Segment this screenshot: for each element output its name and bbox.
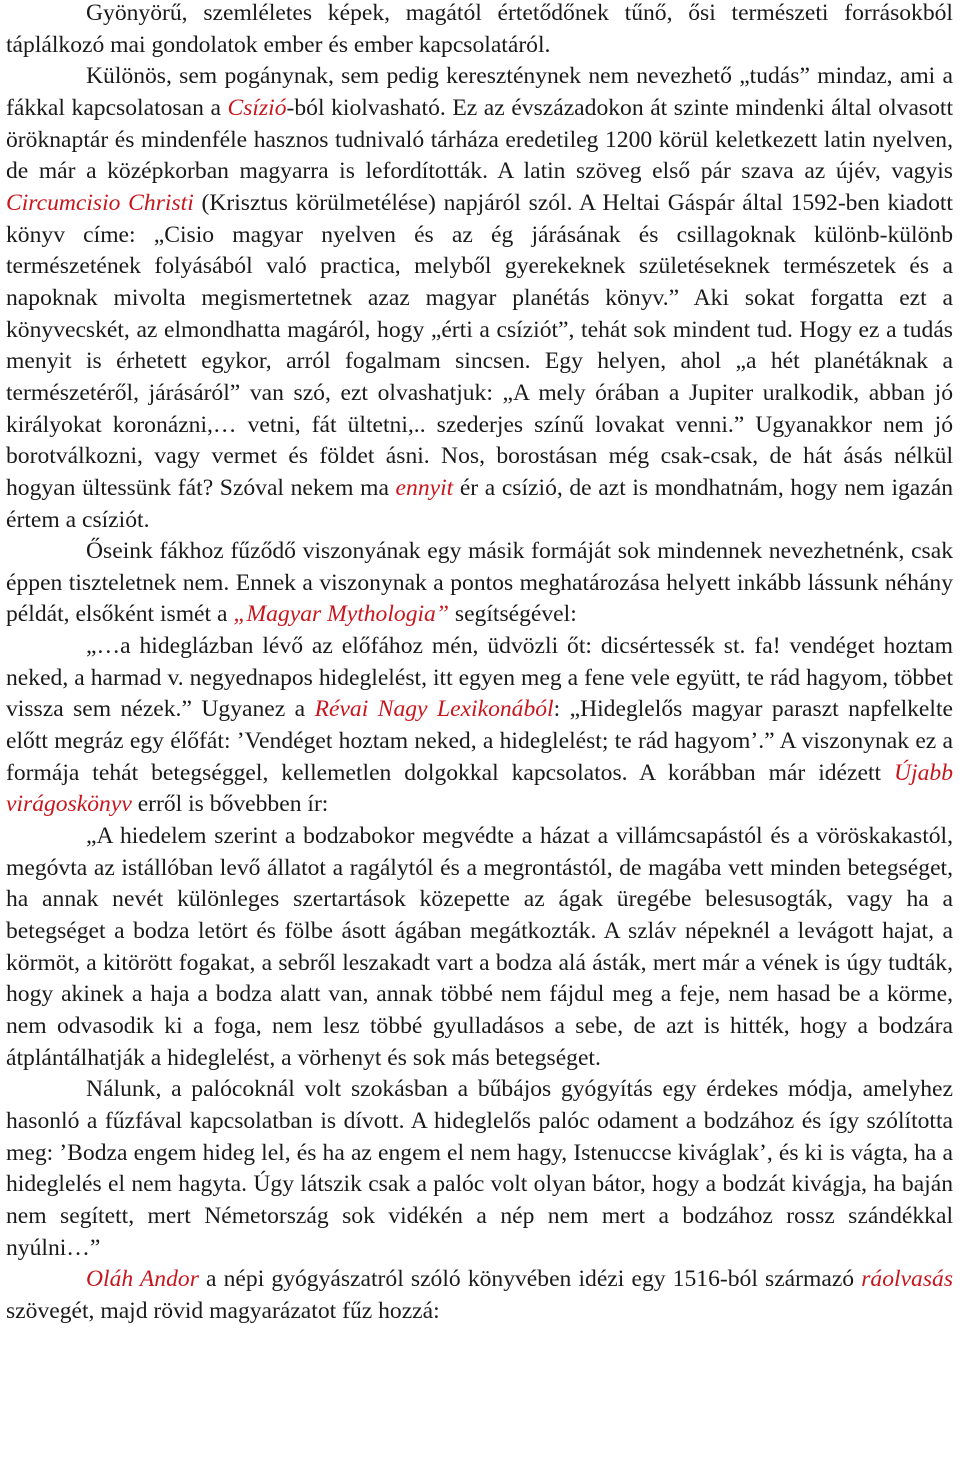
paragraph-text: a népi gyógyászatról szóló könyvében idézi egy 1516-ból származó <box>198 1266 862 1293</box>
paragraph <box>6 0 953 61</box>
paragraph-text: Nálunk, a palócoknál volt szokásban a bűbájos gyógyítás egy érdekes módja, amelyhez hasonló a fűzfával kapcsolatban is dívott. A hideglelős palóc odament a bodzához és így szólította meg: ’Bodza engem hideg lel, és ha az engem el nem hagy, Istenuccse kiváglak’, és ki is vágta, ha a hideglelés el nem hagyta. Úgy látszik csak a palóc volt olyan bátor, hogy a bodzát kivágja, ha baján nem segített, mert Németország sok vidékén a nép nem mert a bodzához rossz szándékkal nyúlni…” <box>6 1076 953 1261</box>
paragraph-text: Gyönyörű, szemléletes képek, magától értetődőnek tűnő, ősi természeti forrásokból táplálkozó mai gondolatok ember és ember kapcsolatáról. <box>6 0 953 58</box>
paragraph-text: szövegét, majd rövid magyarázatot fűz hozzá: <box>6 1297 440 1324</box>
paragraph-text: ér a csízió, de azt is mondhatnám, hogy nem igazán értem a csíziót. <box>6 474 954 533</box>
paragraph <box>6 821 953 1074</box>
reference-link[interactable]: Circumcisio Christi <box>6 189 194 216</box>
paragraph <box>6 1264 953 1327</box>
reference-link[interactable]: ráolvasás <box>861 1266 953 1293</box>
reference-link[interactable]: Újabb virágoskönyv <box>6 759 953 818</box>
paragraph-text: segítségével: <box>448 601 577 628</box>
reference-link[interactable]: ennyit <box>395 474 454 501</box>
reference-link[interactable]: „Magyar Mythologia” <box>233 601 449 628</box>
paragraph-text: „…a hideglázban lévő az előfához mén, üdvözli őt: dicsértessék st. fa! vendéget hoztam neked, a harmad v. negyednapos hideglelést, itt egyen meg a fene vele együtt, te rád hagyom, többet vissza sem nézek.” Ugyanez a <box>6 633 953 723</box>
paragraph <box>6 1074 953 1264</box>
paragraph-text: Különös, sem pogánynak, sem pedig kereszténynek nem nevezhető „tudás” mindaz, ami a fákkal kapcsolatosan a <box>6 63 953 121</box>
paragraph <box>6 536 953 631</box>
paragraph-text: : „Hideglelős magyar paraszt napfelkelte előtt megráz egy élőfát: ’Vendéget hoztam neked, a hideglelést; te rád hagyom’.” A viszonynak ez a formája tehát betegséggel, kellemetlen dolgokkal kapcsolatos. A korábban már idézett <box>6 696 953 786</box>
reference-link[interactable]: Oláh Andor <box>86 1266 199 1293</box>
paragraph-text: „A hiedelem szerint a bodzabokor megvédte a házat a villámcsapástól és a vöröskakastól, megóvta az istállóban levő állatot a ragálytól és a megrontástól, de magába vett minden betegséget, ha annak nevét különleges szertartások közepette az ágak üregébe belesusogták, vagy ha a betegséget a bodza letört és fölbe ásott ágában megátkozták. A szláv népeknél a levágott hajat, a körmöt, a kitörött fogakat, a sebről leszakadt vart a bodza alá ásták, mert már a vének is úgy tudták, hogy akinek a haja a bodza alatt van, annak többé nem fájdul meg a feje, nem hasad be a körme, nem odvasodik ki a foga, nem lesz többé gyulladásos a sebe, de azt is hitték, hogy a bodzára átplántálhatják a hideglelést, a vörhenyt és sok más betegséget. <box>6 823 953 1071</box>
document-body <box>6 0 953 1328</box>
paragraph <box>6 61 953 536</box>
reference-link[interactable]: Révai Nagy Lexikonából <box>314 696 554 723</box>
reference-link[interactable]: Csízió <box>227 94 287 121</box>
paragraph-text: -ból kiolvasható. Ez az évszázadokon át szinte mindenki által olvasott öröknaptár és mindenféle hasznos tudnivaló tárháza eredetileg 1200 körül keletkezett latin nyelven, de már a középkorban magyarra is lefordították. A latin szöveg első pár szava az újév, vagyis <box>6 94 954 185</box>
paragraph-text: (Krisztus körülmetélése) napjáról szól. A Heltai Gáspár által 1592-ben kiadott könyv címe: „Cisio magyar nyelven és az ég járásának és csillagoknak különb-különb természetének folyásából való practica, melyből gyerekeknek születéseknek természetek és a napoknak mivolta megismertetnek azaz magyar planétás könyv.” Aki sokat forgatta ezt a könyvecskét, az elmondhatta magáról, hogy „érti a csíziót”, tehát sok mindent tud. Hogy ez a tudás menyit is érhetett egykor, arról fogalmam sincsen. Egy helyen, ahol „a hét planétáknak a természetéről, járásáról” van szó, ezt olvashatjuk: „A mely órában a Jupiter uralkodik, abban jó királyokat koronázni,… vetni, fát ültetni,.. szederjes színű lovakat venni.” Ugyanakkor nem jó borotválkozni, vagy vermet és földet ásni. Nos, borostásan még csak-csak, de hát ásás nélkül hogyan ültessünk fát? Szóval nekem ma <box>6 189 953 501</box>
paragraph-text: Őseink fákhoz fűződő viszonyának egy másik formáját sok mindennek nevezhetnénk, csak éppen tiszteletnek nem. Ennek a viszonynak a pontos meghatározása helyett inkább lássunk néhány példát, elsőként ismét a <box>6 538 953 628</box>
paragraph-text: erről is bővebben ír: <box>131 791 329 818</box>
paragraph <box>6 631 953 821</box>
